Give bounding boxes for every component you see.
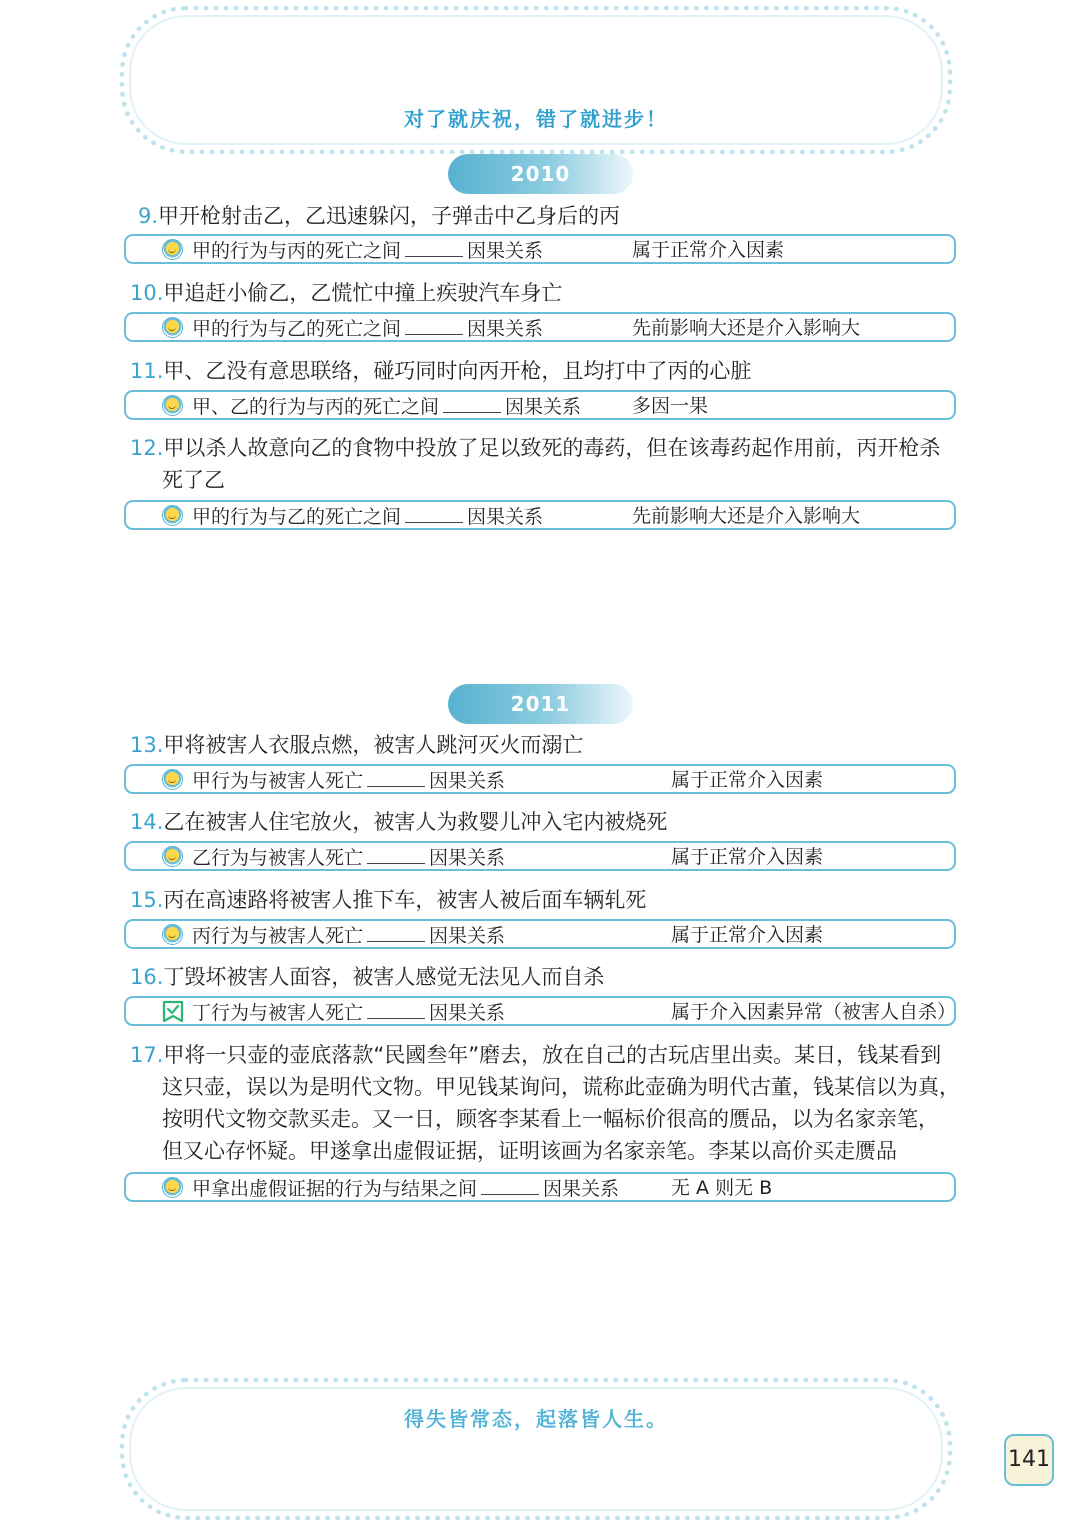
answer-blank (367, 923, 425, 942)
question-number: 11. (130, 359, 164, 383)
question-14 (130, 806, 960, 838)
answer-right: 因果关系 (429, 847, 506, 869)
question-text-line-4: 但又心存怀疑。甲遂拿出虚假证据，证明该画为名家亲笔。李某以高价买走赝品 (162, 1139, 897, 1163)
question-text: 甲追赶小偷乙，乙慌忙中撞上疾驶汽车身亡 (163, 281, 563, 305)
question-text-line-2: 这只壶，误以为是明代文物。甲见钱某询问，谎称此壶确为明代古董，钱某信以为真， (162, 1075, 960, 1099)
answer-blank (367, 768, 425, 787)
header-frame (120, 6, 952, 154)
answer-note: 无 A 则无 B (671, 1177, 773, 1199)
question-number: 15. (130, 888, 164, 912)
answer-blank (405, 504, 463, 523)
answer-right: 因果关系 (467, 240, 544, 262)
answer-right: 因果关系 (467, 318, 544, 340)
answer-note: 先前影响大还是介入影响大 (632, 317, 861, 339)
question-text: 甲以杀人故意向乙的食物中投放了足以致死的毒药，但在该毒药起作用前，丙开枪杀 (163, 436, 941, 460)
answer-box-14 (124, 841, 956, 871)
answer-left: 丁行为与被害人死亡 (192, 1002, 364, 1024)
answer-box-11 (124, 390, 956, 420)
answer-right: 因果关系 (429, 770, 506, 792)
answer-note: 属于正常介入因素 (671, 846, 824, 868)
question-text: 甲、乙没有意思联络，碰巧同时向丙开枪，且均打中了丙的心脏 (163, 359, 752, 383)
question-number: 14. (130, 810, 164, 834)
answer-box-10 (124, 312, 956, 342)
answer-left: 甲、乙的行为与丙的死亡之间 (192, 396, 440, 418)
answer-left: 甲的行为与丙的死亡之间 (192, 240, 402, 262)
emoji-icon (162, 239, 183, 260)
answer-left: 甲的行为与乙的死亡之间 (192, 318, 402, 340)
answer-blank (443, 394, 501, 413)
answer-right: 因果关系 (505, 396, 582, 418)
question-text-continued: 死了乙 (162, 468, 225, 492)
answer-box-17 (124, 1172, 956, 1202)
answer-left: 乙行为与被害人死亡 (192, 847, 364, 869)
answer-left: 甲拿出虚假证据的行为与结果之间 (192, 1178, 478, 1200)
question-10 (130, 277, 960, 309)
answer-box-9 (124, 234, 956, 264)
question-text-line-1: 甲将一只壶的壶底落款“民國叁年”磨去，放在自己的古玩店里出卖。某日，钱某看到 (163, 1043, 942, 1067)
year-badge-2011: 2011 (448, 684, 633, 724)
answer-box-15 (124, 919, 956, 949)
question-number: 13. (130, 733, 164, 757)
emoji-icon (162, 505, 183, 526)
emoji-icon (162, 769, 183, 790)
answer-left: 甲的行为与乙的死亡之间 (192, 506, 402, 528)
answer-note: 属于正常介入因素 (671, 924, 824, 946)
question-text: 甲将被害人衣服点燃，被害人跳河灭火而溺亡 (163, 733, 584, 757)
answer-blank (481, 1176, 539, 1195)
answer-left: 丙行为与被害人死亡 (192, 925, 364, 947)
question-text: 甲开枪射击乙，乙迅速躲闪，子弹击中乙身后的丙 (158, 204, 621, 228)
answer-note: 先前影响大还是介入影响大 (632, 505, 861, 527)
question-12 (130, 432, 960, 496)
answer-box-13 (124, 764, 956, 794)
answer-right: 因果关系 (467, 506, 544, 528)
year-badge-2010: 2010 (448, 154, 633, 194)
footer-motto: 得失皆常态，起落皆人生。 (404, 1407, 668, 1431)
answer-right: 因果关系 (429, 1002, 506, 1024)
question-11 (130, 355, 960, 387)
answer-blank (367, 1000, 425, 1019)
question-text: 丁毁坏被害人面容，被害人感觉无法见人而自杀 (163, 965, 605, 989)
emoji-icon (162, 1177, 183, 1198)
emoji-icon (162, 395, 183, 416)
question-number: 9. (138, 204, 159, 228)
answer-blank (405, 316, 463, 335)
answer-note: 属于正常介入因素 (632, 239, 785, 261)
answer-note: 属于介入因素异常（被害人自杀） (671, 1001, 957, 1023)
answer-blank (405, 238, 463, 257)
answer-note: 多因一果 (632, 395, 709, 417)
emoji-icon (162, 317, 183, 338)
question-number: 16. (130, 965, 164, 989)
question-9 (138, 200, 968, 232)
question-16 (130, 961, 960, 993)
header-motto: 对了就庆祝，错了就进步！ (404, 107, 668, 131)
question-number: 12. (130, 436, 164, 460)
emoji-icon (162, 924, 183, 945)
answer-right: 因果关系 (543, 1178, 620, 1200)
answer-right: 因果关系 (429, 925, 506, 947)
emoji-icon (162, 846, 183, 867)
question-17 (130, 1039, 960, 1167)
question-text-line-3: 按明代文物交款买走。又一日，顾客李某看上一幅标价很高的赝品，以为名家亲笔， (162, 1107, 939, 1131)
question-13 (130, 729, 960, 761)
checkmark-icon (162, 1000, 184, 1023)
question-text: 乙在被害人住宅放火，被害人为救婴儿冲入宅内被烧死 (163, 810, 668, 834)
answer-blank (367, 845, 425, 864)
footer-frame (120, 1378, 952, 1520)
question-number: 10. (130, 281, 164, 305)
answer-box-12 (124, 500, 956, 530)
question-15 (130, 884, 960, 916)
answer-note: 属于正常介入因素 (671, 769, 824, 791)
question-text: 丙在高速路将被害人推下车，被害人被后面车辆轧死 (163, 888, 647, 912)
question-number: 17. (130, 1043, 164, 1067)
answer-left: 甲行为与被害人死亡 (192, 770, 364, 792)
page-number: 141 (1004, 1434, 1054, 1486)
answer-box-16 (124, 996, 956, 1026)
